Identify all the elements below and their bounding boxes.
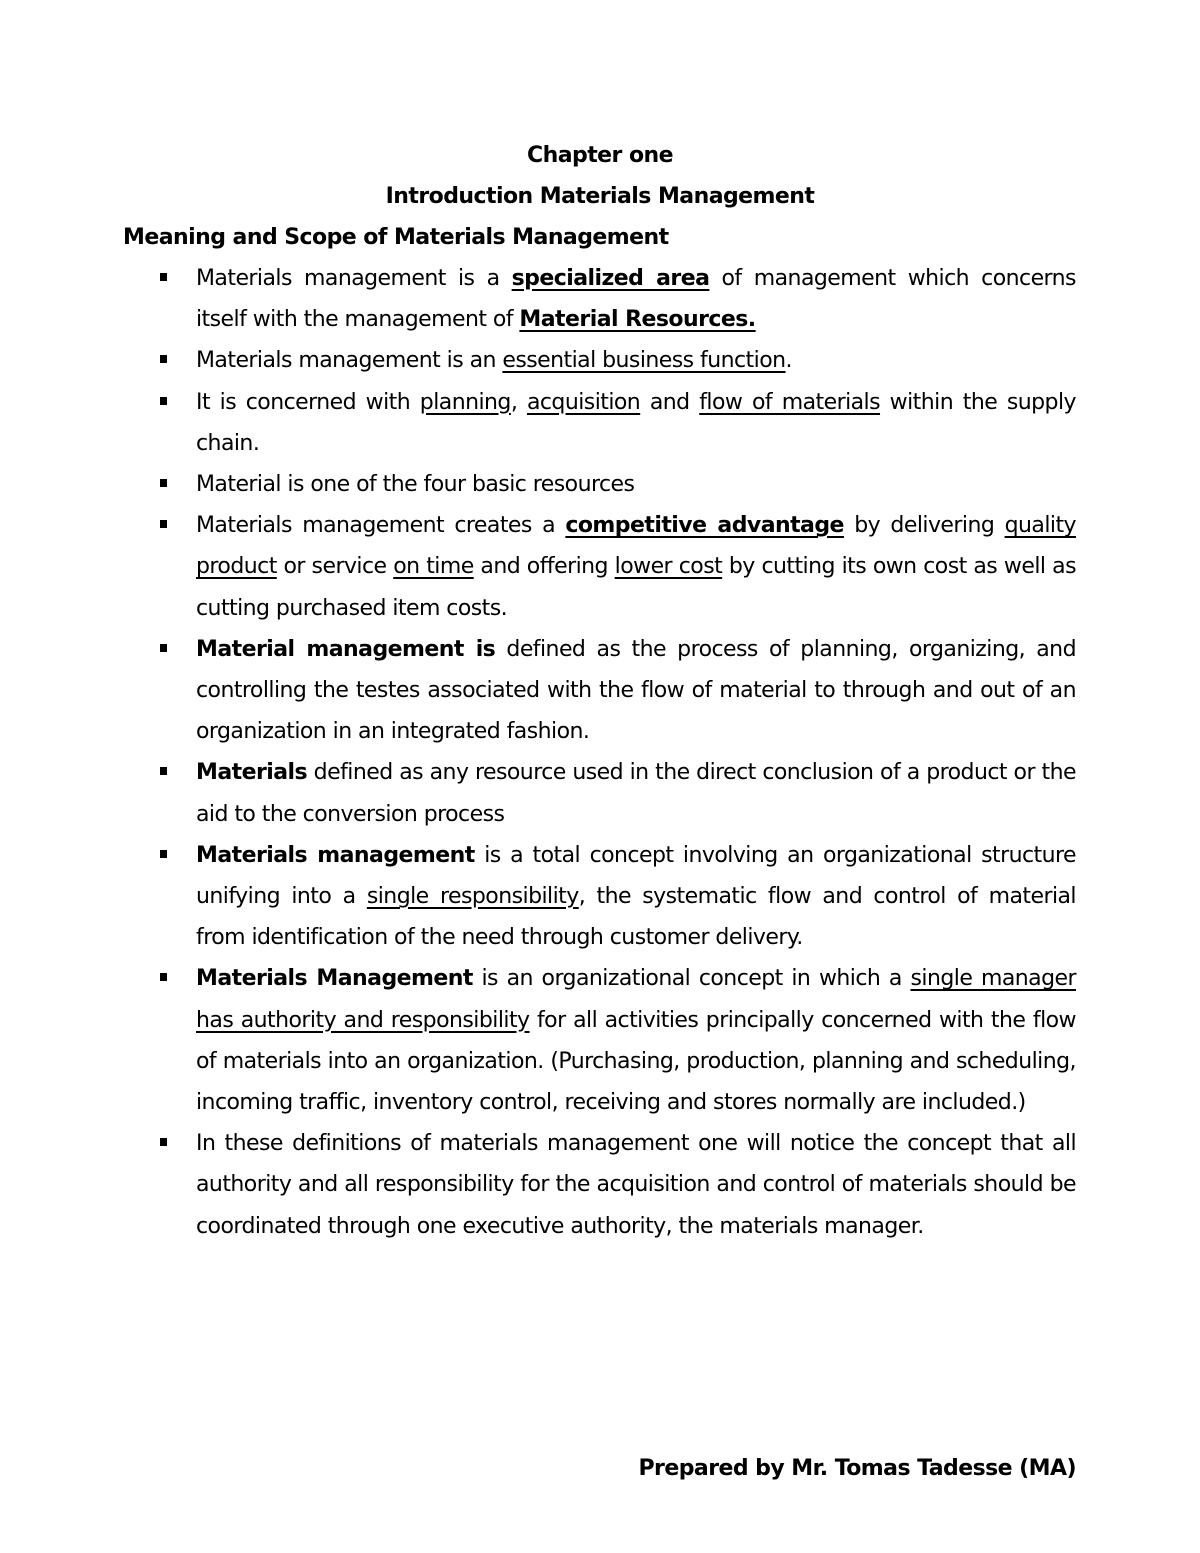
text-run: , the systematic flow and control of material from identification of the need through customer delivery. <box>196 884 1076 951</box>
bullet-item <box>196 340 1076 381</box>
square-bullet-icon <box>160 520 167 528</box>
bullet-item <box>196 1123 1076 1247</box>
text-run: for all activities principally concerned with the flow of materials into an organization. (Purchasing, production, planning and scheduling, incoming traffic, inventory control, receiving and stores normally are included.) <box>196 1007 1076 1116</box>
bold-text: Materials Management <box>196 966 473 992</box>
bullet-item <box>196 382 1076 464</box>
underlined-text: specialized area <box>511 266 710 291</box>
footer-author: Prepared by Mr. Tomas Tadesse (MA) <box>638 1456 1076 1481</box>
bullet-item <box>196 505 1076 629</box>
bold-text: Materials management <box>196 842 475 868</box>
bullet-item <box>196 464 1076 505</box>
bullet-item <box>196 629 1076 753</box>
square-bullet-icon <box>160 397 167 405</box>
underlined-text: on time <box>393 554 474 580</box>
text-run: of management which concerns itself with the management of <box>196 266 1076 333</box>
bullet-item <box>196 958 1076 1123</box>
underlined-text: quality product <box>196 513 1076 580</box>
text-run: and <box>640 389 700 415</box>
square-bullet-icon <box>160 767 167 775</box>
bullet-item <box>196 835 1076 959</box>
text-run: defined as any resource used in the direct conclusion of a product or the aid to the conversion process <box>196 760 1076 827</box>
square-bullet-icon <box>160 273 167 281</box>
text-run: Materials management creates a <box>196 513 566 539</box>
text-run: In these definitions of materials management one will notice the concept that all authority and all responsibility for the acquisition and control of materials should be coordinated through one executive authority, the materials manager. <box>196 1131 1076 1239</box>
underlined-text: flow of materials <box>699 389 881 415</box>
text-run: by cutting its own cost as well as cutting purchased item costs. <box>196 554 1076 621</box>
bullet-list <box>196 258 1076 1247</box>
text-run: Materials management is an <box>196 348 503 374</box>
underlined-text: essential business function <box>502 348 786 374</box>
underlined-text: acquisition <box>526 389 641 415</box>
underlined-text: single responsibility <box>366 884 579 910</box>
text-run: . <box>785 348 792 374</box>
square-bullet-icon <box>160 644 167 652</box>
document-subtitle: Introduction Materials Management <box>385 184 815 209</box>
square-bullet-icon <box>160 479 167 487</box>
underlined-text: has authority and responsibility <box>196 1007 530 1033</box>
text-run: is a total concept involving an organizational structure unifying into a <box>196 842 1076 910</box>
bullet-item <box>196 752 1076 834</box>
square-bullet-icon <box>160 973 167 981</box>
underlined-text: Material Resources. <box>519 307 756 333</box>
bold-text: Materials <box>196 760 308 786</box>
text-run: , <box>510 389 527 415</box>
chapter-title: Chapter one <box>527 143 673 168</box>
underlined-text: single manager <box>910 966 1076 992</box>
square-bullet-icon <box>160 355 167 363</box>
bullet-item <box>196 258 1076 340</box>
underlined-text: planning <box>419 389 511 415</box>
underlined-text: lower cost <box>614 554 723 580</box>
text-run: defined as the process of planning, organizing, and controlling the testes associated with the flow of material to through and out of an organization in an integrated fashion. <box>196 636 1076 745</box>
text-run: and offering <box>473 554 615 580</box>
text-run: Materials management is a <box>196 266 512 291</box>
text-run: within the supply chain. <box>196 389 1076 456</box>
text-run: It is concerned with <box>196 389 420 415</box>
square-bullet-icon <box>160 850 167 858</box>
square-bullet-icon <box>160 1138 167 1146</box>
section-heading: Meaning and Scope of Materials Management <box>123 225 669 250</box>
text-run: is an organizational concept in which a <box>472 966 911 992</box>
text-run: Material is one of the four basic resources <box>196 472 635 498</box>
text-run: by delivering <box>843 513 1005 539</box>
underlined-text: competitive advantage <box>565 513 844 539</box>
bold-text: Material management is <box>196 636 496 662</box>
text-run: or service <box>276 554 394 580</box>
